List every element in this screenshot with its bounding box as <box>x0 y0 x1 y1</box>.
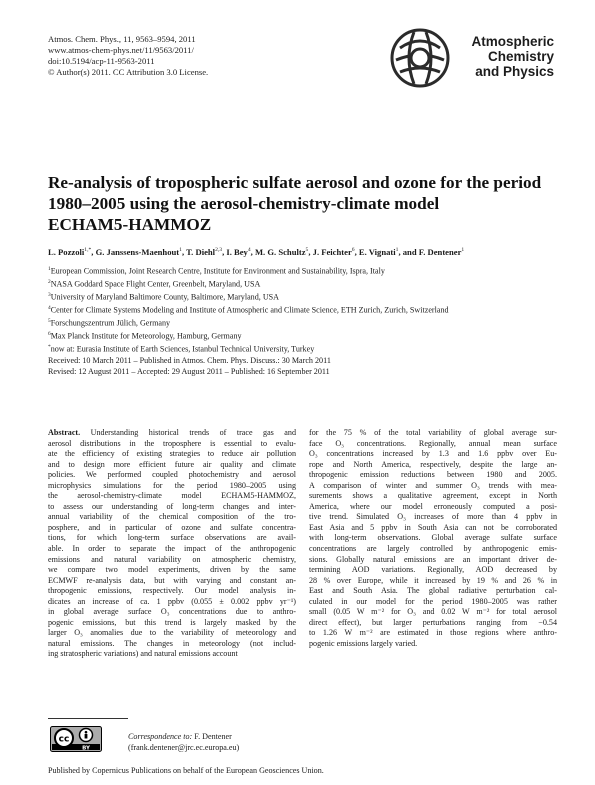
abstract-line: termining AOD variations. Regionally, AOD decreased by <box>309 565 557 575</box>
abstract-line: with long-term observations. Global average sulfate surface <box>309 533 557 543</box>
abstract-line: posphere, and in particular of ozone and sulfate concentra- <box>48 522 296 532</box>
journal-url[interactable]: www.atmos-chem-phys.net/11/9563/2011/ <box>48 45 194 55</box>
abstract-line: culated in our model for the period 1980–2005 was rather <box>309 596 557 606</box>
abstract-line: ECMWF re-analysis data, but with varying and constant an- <box>48 575 296 585</box>
abstract-line <box>48 428 296 439</box>
affiliation-text: now at: Eurasia Institute of Earth Sciences, Istanbul Technical University, Turkey <box>50 344 315 354</box>
abstract-line: tive trend. Simulated O₃ increases of more than 4 ppbv in <box>309 512 557 522</box>
author-separator: , <box>181 246 187 257</box>
correspondence-note <box>128 731 388 753</box>
affiliation-item <box>48 316 558 329</box>
abstract-line: the aerosol-chemistry-climate model ECHAM5-HAMMOZ, <box>48 491 296 501</box>
affiliation-text: University of Maryland Baltimore County, Baltimore, Maryland, USA <box>50 292 280 302</box>
abstract-line: surements shows a qualitative agreement, except in North <box>309 491 557 501</box>
affiliation-item <box>48 329 558 342</box>
abstract-line: pogenic emissions largely varied. <box>309 638 418 648</box>
abstract-line: ing stratospheric variations) and natural emissions account <box>48 649 238 659</box>
author-name: T. Diehl <box>186 246 216 257</box>
affiliation-item <box>48 290 558 303</box>
doi[interactable]: doi:10.5194/acp-11-9563-2011 <box>48 56 155 66</box>
publisher-footer: Published by Copernicus Publications on behalf of the European Geosciences Union. <box>48 766 324 775</box>
author-affiliation-marker: 5 <box>305 247 309 253</box>
abstract-line: rope and North America, respectively, despite the large an- <box>309 459 557 469</box>
author-separator: , <box>250 246 255 257</box>
abstract-line: ate the efficiency of existing strategies to reduce air pollution <box>48 449 296 459</box>
title-line2: 1980–2005 using the aerosol-chemistry-climate model <box>48 194 440 213</box>
abstract-column-left <box>48 428 296 660</box>
abstract-line: to 1.26 W m⁻² are estimated in those regions where anthro- <box>309 628 557 638</box>
author-name: I. Bey <box>226 246 248 257</box>
abstract-label: Abstract. <box>48 428 81 437</box>
author-affiliation-marker: 1,* <box>84 247 92 253</box>
affiliation-text: Forschungszentrum Jülich, Germany <box>50 318 171 328</box>
abstract-line: 28 % over Europe, while it increased by 19 % and 26 % in <box>309 575 557 585</box>
affiliation-text: Center for Climate Systems Modeling and Institute of Atmospheric and Climate Science, ETH Zurich, Zurich, Switzerland <box>50 305 449 315</box>
affiliation-marker: 3 <box>48 291 51 298</box>
footnote-rule <box>48 718 128 719</box>
abstract-line: thropogenic emissions, respectively. Our model analysis in- <box>48 586 296 596</box>
abstract-line: O₃ concentrations increased by 1.3 and 1.6 ppbv over Eu- <box>309 449 557 459</box>
author-affiliation-marker: 2,3 <box>215 247 223 253</box>
author-affiliation-marker: 1 <box>395 247 399 253</box>
abstract-text: Understanding historical trends of trace gas and <box>80 428 296 437</box>
journal-name-line1: Atmospheric <box>471 34 554 49</box>
abstract-line: dicates an increase of ca. 1 ppbv (0.055 ± 0.002 ppbv yr⁻¹) <box>48 596 296 606</box>
cc-by-license-icon[interactable] <box>50 726 102 752</box>
correspondence-name: F. Dentener <box>192 732 232 741</box>
author-name: F. Dentener <box>418 246 462 257</box>
affiliation-item <box>48 303 558 316</box>
journal-header <box>48 34 348 78</box>
abstract-line: small (0.05 W m⁻² for O₃ and 0.02 W m⁻² for total aerosol <box>309 607 557 617</box>
affiliation-marker: * <box>48 343 51 350</box>
abstract-line: East and South Asia. The global radiative perturbation cal- <box>309 586 557 596</box>
correspondence-email[interactable]: (frank.dentener@jrc.ec.europa.eu) <box>128 743 240 752</box>
author-list <box>48 244 558 258</box>
license-line: © Author(s) 2011. CC Attribution 3.0 License. <box>48 67 209 77</box>
egu-globe-icon <box>386 26 458 90</box>
author-name: E. Vignati <box>358 246 396 257</box>
revised-accepted-line: Revised: 12 August 2011 – Accepted: 29 August 2011 – Published: 16 September 2011 <box>48 367 330 376</box>
author-separator: , <box>354 246 359 257</box>
title-line3: ECHAM5-HAMMOZ <box>48 215 212 234</box>
abstract-line: policies. We performed coupled photochemistry and aerosol <box>48 470 296 480</box>
abstract-line: aerosol distributions in the troposphere is essential to evalu- <box>48 438 296 448</box>
affiliation-marker: 2 <box>48 278 51 285</box>
author-affiliation-marker: 4 <box>247 247 251 253</box>
author-name: L. Pozzoli <box>48 246 85 257</box>
author-affiliation-marker: 1 <box>461 247 465 253</box>
journal-name-line3: and Physics <box>475 64 554 79</box>
affiliation-item <box>48 342 558 355</box>
affiliation-marker: 5 <box>48 317 51 324</box>
abstract-line: annual variability of the chemical composition of the tro- <box>48 512 296 522</box>
abstract-line: and to design more efficient future air quality and climate <box>48 459 296 469</box>
author-name: M. G. Schultz <box>254 246 306 257</box>
author-affiliation-marker: 1 <box>179 247 182 253</box>
publication-dates <box>48 355 558 377</box>
author-separator: , and <box>398 246 419 257</box>
author-affiliation-marker: 6 <box>351 247 355 253</box>
abstract-line: face O₃ concentrations. Regionally, annual mean surface <box>309 438 557 448</box>
abstract-column-right <box>309 428 557 649</box>
abstract-line: pogenic emissions, but this trend is largely masked by the <box>48 617 296 627</box>
received-published-line: Received: 10 March 2011 – Published in Atmos. Chem. Phys. Discuss.: 30 March 2011 <box>48 356 331 365</box>
title-line1: Re-analysis of tropospheric sulfate aerosol and ozone for the period <box>48 173 542 192</box>
author-name: G. Janssens-Maenhout <box>95 246 180 257</box>
journal-citation: Atmos. Chem. Phys., 11, 9563–9594, 2011 <box>48 34 196 44</box>
correspondence-label: Correspondence to: <box>128 732 193 741</box>
author-separator: , <box>222 246 227 257</box>
svg-text:cc: cc <box>58 734 70 745</box>
journal-name <box>456 34 554 79</box>
journal-name-line2: Chemistry <box>487 49 554 64</box>
author-separator: , <box>308 246 313 257</box>
cc-by-label: BY <box>82 745 90 752</box>
affiliation-marker: 4 <box>48 304 51 311</box>
abstract-line: thropogenic emission reductions between 1980 and 2005. <box>309 470 557 480</box>
affiliation-text: NASA Goddard Space Flight Center, Greenbelt, Maryland, USA <box>50 279 261 289</box>
abstract-line: for the 75 % of the total variability of global average sur- <box>309 428 557 437</box>
abstract-line: concentrations are largely controlled by anthropogenic emis- <box>309 544 557 554</box>
paper-title <box>48 172 548 235</box>
author-separator: , <box>91 246 96 257</box>
journal-logo <box>386 26 554 90</box>
abstract-line: East Asia and 5 ppbv in South Asia can not be corroborated <box>309 522 557 532</box>
affiliation-marker: 6 <box>48 330 51 337</box>
abstract-line: in global average surface O₃ concentrations due to anthro- <box>48 607 296 617</box>
abstract-line: sions. Globally natural emissions are an important driver de- <box>309 554 557 564</box>
abstract-line: we compare two model experiments, driven by the same <box>48 565 296 575</box>
abstract-line: natural emissions. The changes in meteorology (not includ- <box>48 638 296 648</box>
affiliation-item <box>48 277 558 290</box>
affiliation-item <box>48 264 558 277</box>
affiliation-list <box>48 264 558 355</box>
affiliation-text: Max Planck Institute for Meteorology, Hamburg, Germany <box>50 331 242 341</box>
author-name: J. Feichter <box>312 246 352 257</box>
abstract-line: America, where our model erroneously computed a posi- <box>309 501 557 511</box>
abstract-line: able. In order to separate the impact of the anthropogenic <box>48 544 296 554</box>
abstract-line: A comparison of winter and summer O₃ trends with mea- <box>309 480 557 490</box>
abstract-line: to assess our understanding of long-term changes and inter- <box>48 501 296 511</box>
affiliation-text: European Commission, Joint Research Centre, Institute for Environment and Sustainability, Ispra, Italy <box>50 266 385 276</box>
abstract-line: tions, for which long-term surface observations are avail- <box>48 533 296 543</box>
affiliation-marker: 1 <box>48 266 51 272</box>
abstract-line: microphysics simulations for the period 1980–2005 using <box>48 480 296 490</box>
abstract-line: larger O₃ anomalies due to the variability of meteorology and <box>48 628 296 638</box>
abstract-line: emissions and natural variability on atmospheric chemistry, <box>48 554 296 564</box>
abstract-line: direct effect), but larger perturbations ranging from −0.54 <box>309 617 557 627</box>
